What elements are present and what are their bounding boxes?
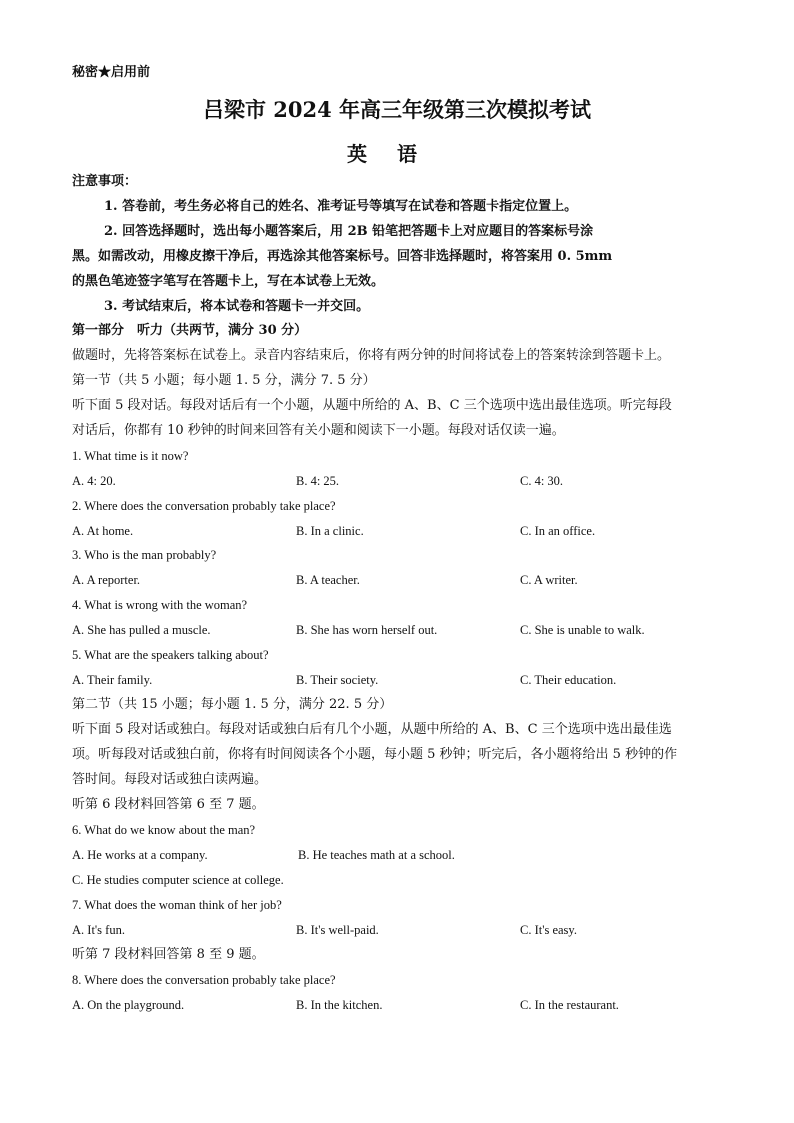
- section1-title: 第一节（共 5 小题；每小题 1. 5 分，满分 7. 5 分）: [72, 373, 376, 388]
- question-2: 2. Where does the conversation probably take place?: [72, 499, 336, 513]
- q6-option-c: C. He studies computer science at college.: [72, 873, 284, 887]
- q7-option-a: A. It's fun.: [72, 923, 125, 937]
- q8-option-c: C. In the restaurant.: [520, 998, 619, 1012]
- question-3: 3. Who is the man probably?: [72, 548, 217, 562]
- question-5: 5. What are the speakers talking about?: [72, 648, 269, 662]
- part1-title: 第一部分 听力（共两节，满分 30 分）: [72, 323, 308, 338]
- q7-option-b: B. It's well-paid.: [296, 923, 379, 937]
- section2-instructions: 项。听每段对话或独白前，你将有时间阅读各个小题，每小题 5 秒钟；听完后，各小题将给出 5 秒钟的作: [72, 747, 678, 762]
- question-1: 1. What time is it now?: [72, 449, 189, 463]
- section2-title: 第二节（共 15 小题；每小题 1. 5 分，满分 22. 5 分）: [72, 697, 393, 712]
- q6-option-b: B. He teaches math at a school.: [298, 848, 455, 862]
- notice-item: 3. 考试结束后，将本试卷和答题卡一并交回。: [104, 299, 370, 314]
- question-6: 6. What do we know about the man?: [72, 823, 256, 837]
- notice-item: 的黑色笔迹签字笔写在答题卡上，写在本试卷上无效。: [72, 274, 385, 289]
- material-7-heading: 听第 7 段材料回答第 8 至 9 题。: [72, 947, 265, 962]
- q4-option-b: B. She has worn herself out.: [296, 623, 438, 637]
- q3-option-c: C. A writer.: [520, 573, 578, 587]
- q2-option-b: B. In a clinic.: [296, 524, 364, 538]
- question-7: 7. What does the woman think of her job?: [72, 898, 282, 912]
- q1-option-b: B. 4: 25.: [296, 474, 340, 488]
- section1-instructions: 听下面 5 段对话。每段对话后有一个小题，从题中所给的 A、B、C 三个选项中选出最佳选项。听完每段: [72, 398, 672, 413]
- notice-item: 黑。如需改动，用橡皮擦干净后，再选涂其他答案标号。回答非选择题时，将答案用 0. 5mm: [72, 249, 613, 264]
- q1-option-a: A. 4: 20.: [72, 474, 116, 488]
- q1-option-c: C. 4: 30.: [520, 474, 564, 488]
- subject-title: 英语: [347, 142, 447, 166]
- confidential-label: 秘密★启用前: [72, 65, 151, 80]
- material-6-heading: 听第 6 段材料回答第 6 至 7 题。: [72, 797, 265, 812]
- q8-option-b: B. In the kitchen.: [296, 998, 383, 1012]
- q5-option-c: C. Their education.: [520, 673, 617, 687]
- notice-heading: 注意事项：: [72, 174, 138, 189]
- q8-option-a: A. On the playground.: [72, 998, 185, 1012]
- question-4: 4. What is wrong with the woman?: [72, 598, 248, 612]
- q4-option-a: A. She has pulled a muscle.: [72, 623, 211, 637]
- q3-option-b: B. A teacher.: [296, 573, 360, 587]
- q2-option-c: C. In an office.: [520, 524, 596, 538]
- q5-option-b: B. Their society.: [296, 673, 379, 687]
- notice-item: 1. 答卷前，考生务必将自己的姓名、准考证号等填写在试卷和答题卡指定位置上。: [104, 199, 578, 214]
- section1-instructions: 对话后，你都有 10 秒钟的时间来回答有关小题和阅读下一小题。每段对话仅读一遍。: [72, 423, 565, 438]
- section2-instructions: 答时间。每段对话或独白读两遍。: [72, 772, 268, 787]
- part1-intro: 做题时，先将答案标在试卷上。录音内容结束后，你将有两分钟的时间将试卷上的答案转涂到答题卡上。: [72, 348, 671, 363]
- section2-instructions: 听下面 5 段对话或独白。每段对话或独白后有几个小题，从题中所给的 A、B、C 三个选项中选出最佳选: [72, 722, 672, 737]
- exam-title: 吕梁市 2024 年高三年级第三次模拟考试: [202, 97, 592, 122]
- q5-option-a: A. Their family.: [72, 673, 153, 687]
- notice-item: 2. 回答选择题时，选出每小题答案后，用 2B 铅笔把答题卡上对应题目的答案标号涂: [104, 224, 594, 239]
- q3-option-a: A. A reporter.: [72, 573, 141, 587]
- q7-option-c: C. It's easy.: [520, 923, 577, 937]
- q6-option-a: A. He works at a company.: [72, 848, 208, 862]
- q4-option-c: C. She is unable to walk.: [520, 623, 645, 637]
- question-8: 8. Where does the conversation probably take place?: [72, 973, 336, 987]
- q2-option-a: A. At home.: [72, 524, 134, 538]
